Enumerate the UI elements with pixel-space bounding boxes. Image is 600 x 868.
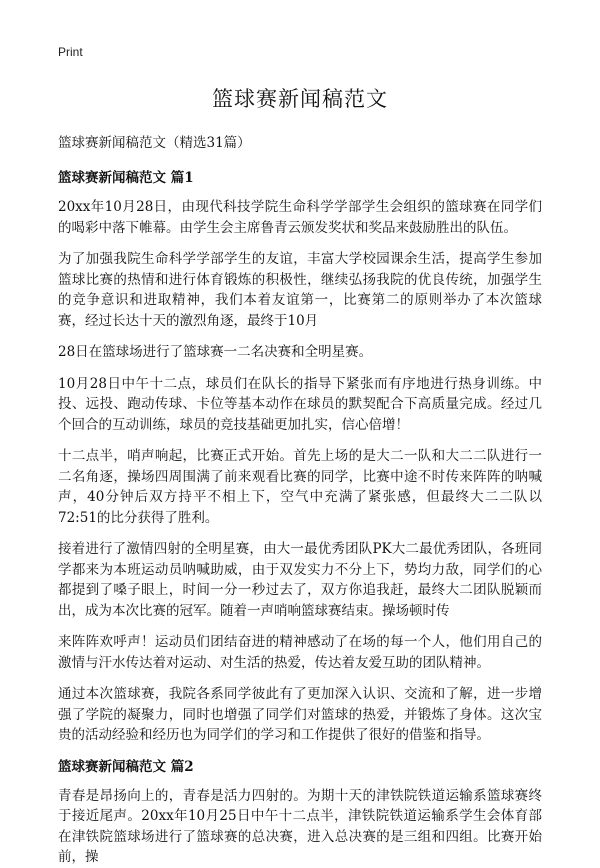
document-subtitle: 篮球赛新闻稿范文（精选31篇） — [58, 135, 251, 151]
section-heading: 篮球赛新闻稿范文 篇2 — [58, 758, 194, 775]
section-heading: 篮球赛新闻稿范文 篇1 — [58, 170, 194, 186]
print-label[interactable]: Print — [58, 45, 83, 59]
paragraph: 来阵阵欢呼声！运动员们团结奋进的精神感动了在场的每一个人，他们用自己的激情与汗水传达着对运动、对生活的热爱，传达着友爱互助的团队精神。 — [58, 634, 542, 671]
section-2 — [58, 757, 542, 868]
document-title: 篮球赛新闻稿范文 — [212, 87, 388, 111]
paragraph: 28日在篮球场进行了篮球赛一二名决赛和全明星赛。 — [58, 344, 373, 360]
paragraph: 20xx年10月28日，由现代科技学院生命科学学部学生会组织的篮球赛在同学们的喝彩中落下帷幕。由学生会主席鲁青云颁发奖状和奖品来鼓励胜出的队伍。 — [58, 199, 542, 236]
paragraph: 十二点半，哨声响起，比赛正式开始。首先上场的是大二一队和大二二队进行一二名角逐，操场四周围满了前来观看比赛的同学，比赛中途不时传来阵阵的呐喊声，40分钟后双方持平不相上下，空气中充满了紧张感，但最终大二二队以72:51的比分获得了胜利。 — [58, 448, 542, 526]
paragraph: 青春是昂扬向上的，青春是活力四射的。为期十天的津铁院铁道运输系篮球赛终于接近尾声。20xx年10月25日中午十二点半，津铁院铁道运输系学生会体育部在津铁院篮球场进行了篮球赛的总决赛，进入总决赛的是三组和四组。比赛开始前，操 — [58, 787, 542, 865]
section-1 — [58, 168, 542, 746]
paragraph: 为了加强我院生命科学学部学生的友谊，丰富大学校园课余生活，提高学生参加篮球比赛的热情和进行体育锻炼的积极性，继续弘扬我院的优良传统，加强学生的竞争意识和进取精神，我们本着友谊第一，比赛第二的原则举办了本次篮球赛，经过长达十天的激烈角逐，最终于10月 — [58, 251, 542, 329]
paragraph: 通过本次篮球赛，我院各系同学彼此有了更加深入认识、交流和了解，进一步增强了学院的凝聚力，同时也增强了同学们对篮球的热爱，并锻炼了身体。这次宝贵的活动经验和经历也为同学们的学习和工作提供了很好的借鉴和指导。 — [58, 686, 542, 743]
paragraph: 10月28日中午十二点，球员们在队长的指导下紧张而有序地进行热身训练。中投、远投、跑动传球、卡位等基本动作在球员的默契配合下高质量完成。经过几个回合的互动训练，球员的竞技基础更加扎实，信心倍增！ — [58, 375, 542, 433]
paragraph: 接着进行了激情四射的全明星赛，由大一最优秀团队PK大二最优秀团队，各班同学都来为本班运动员呐喊助威，由于双发实力不分上下，势均力敌，同学们的心都提到了嗓子眼上，时间一分一秒过去了，双方你追我赶，最终大二团队脱颖而出，成为本次比赛的冠军。随着一声哨响篮球赛结束。操场顿时传 — [58, 541, 542, 619]
